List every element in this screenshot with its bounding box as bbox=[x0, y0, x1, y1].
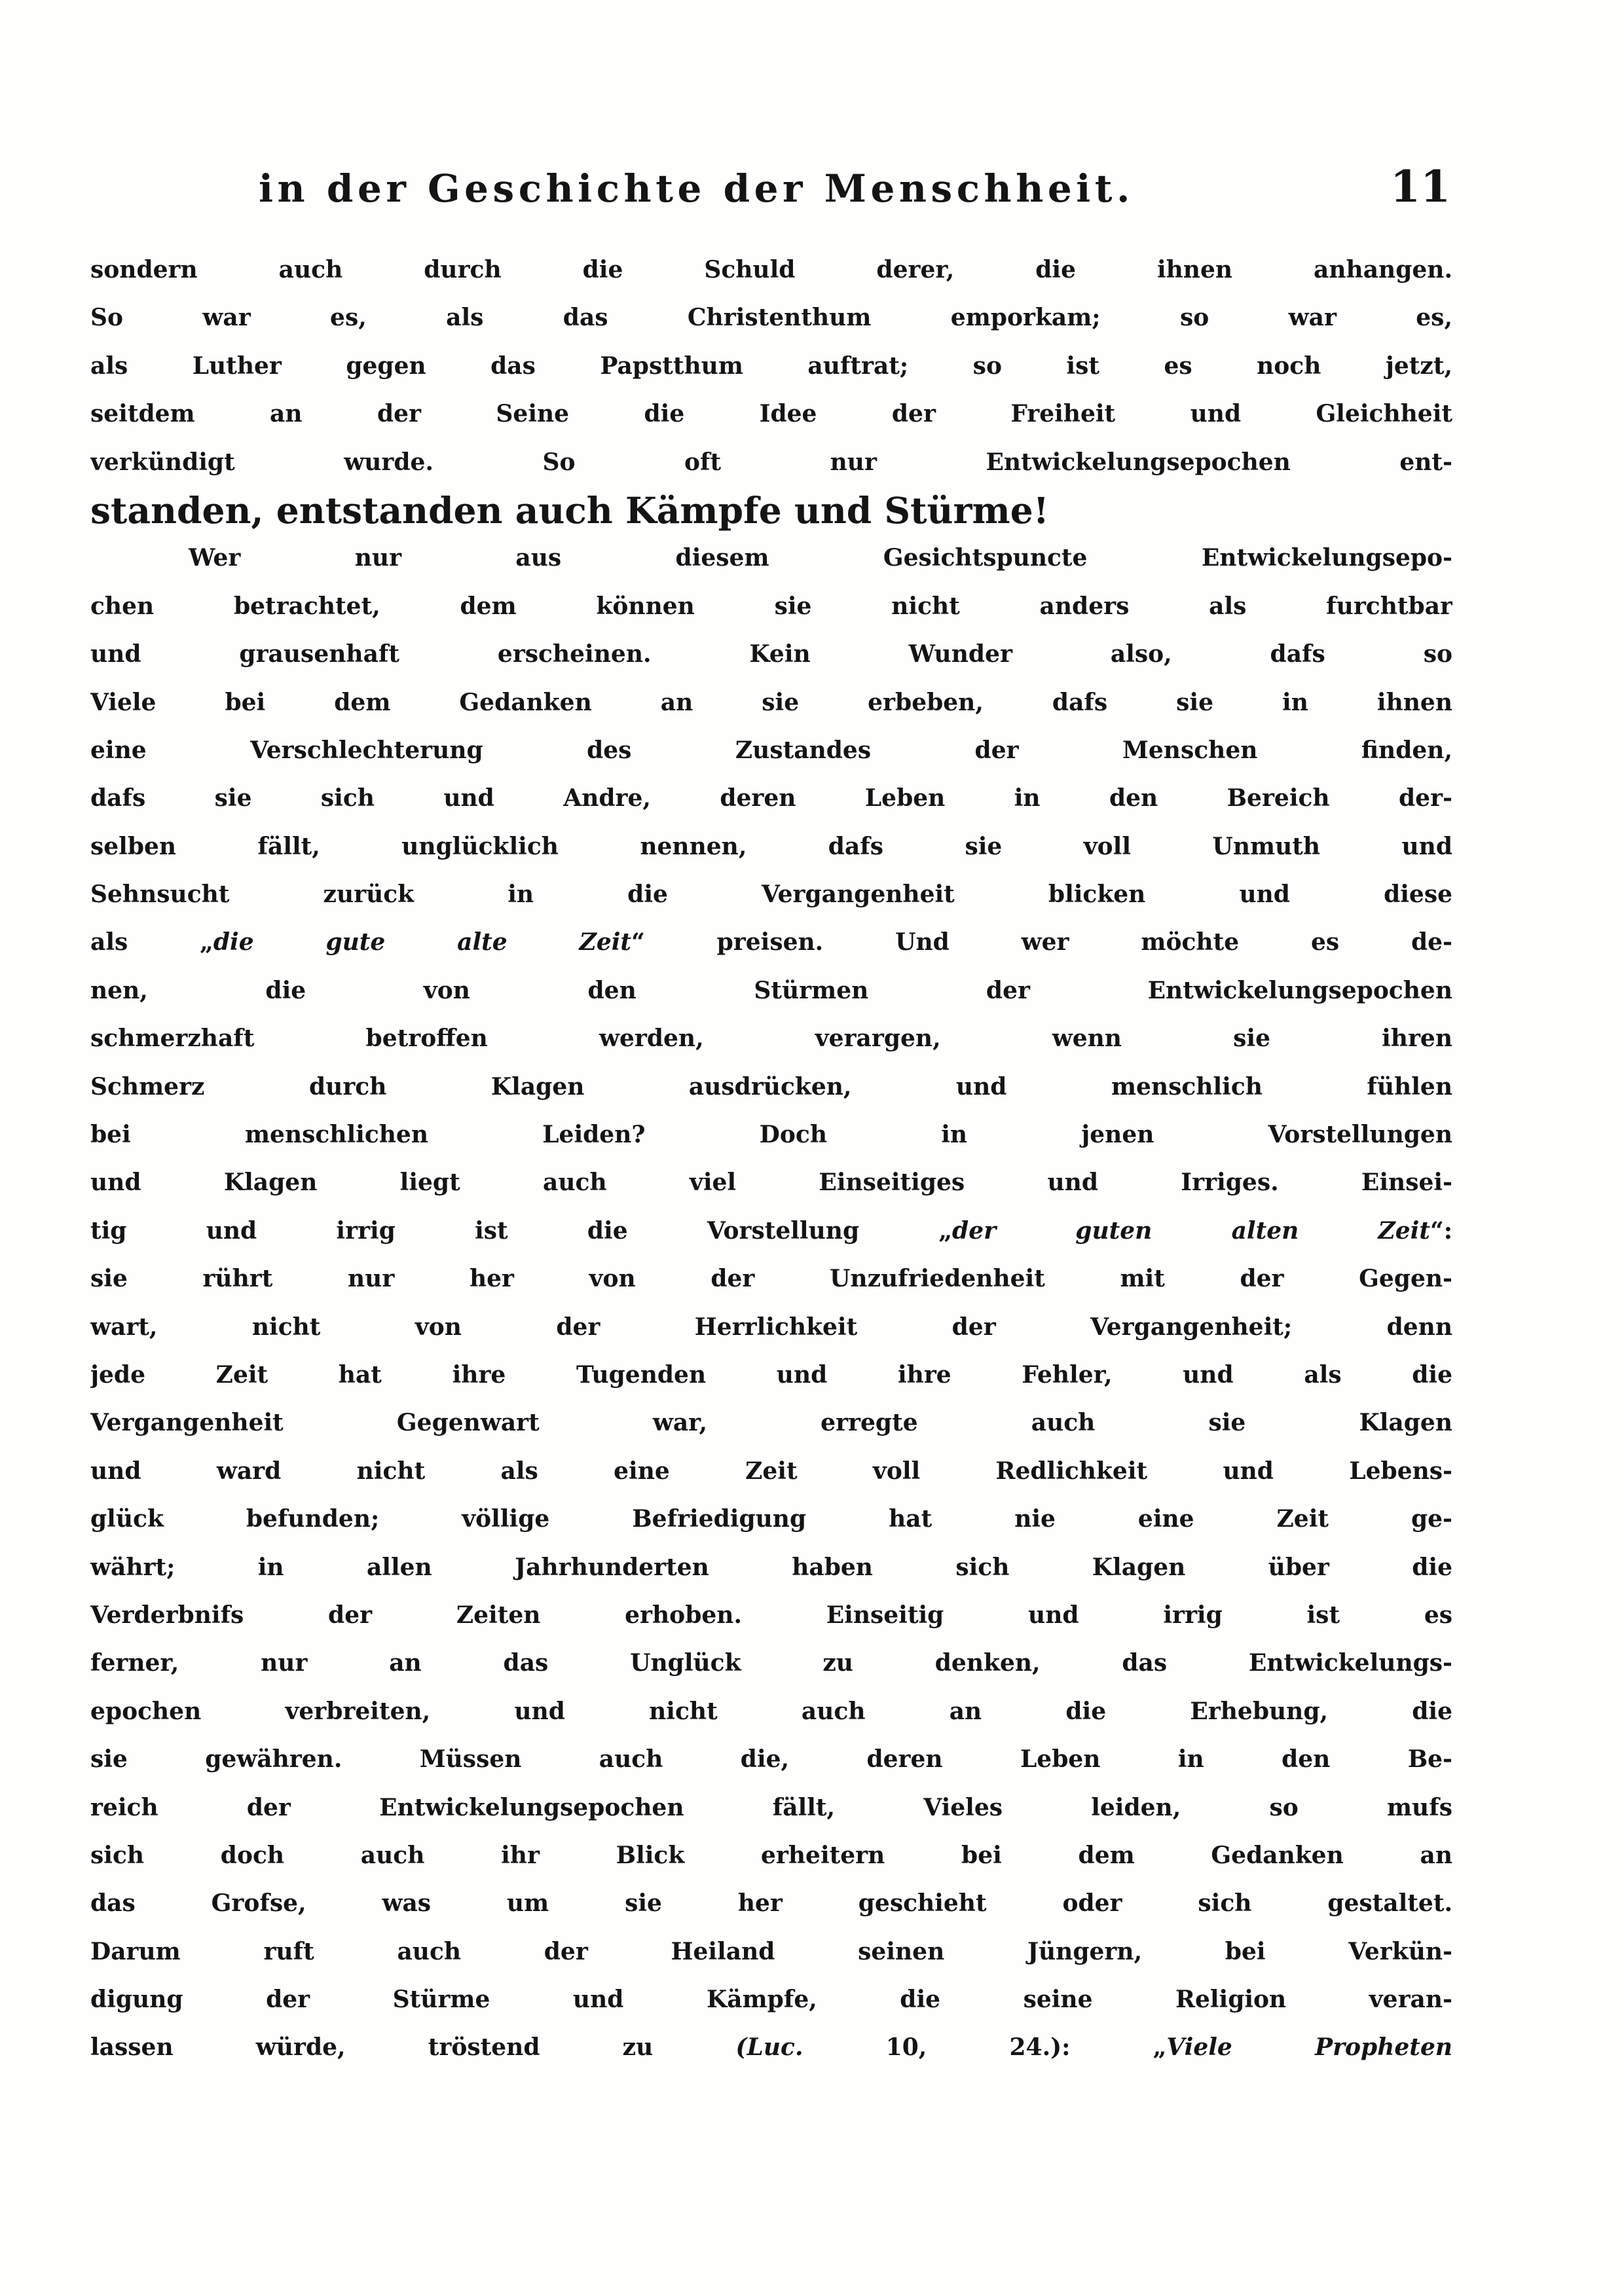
text-line: sondern auch durch die Schuld derer, die ihnen anhangen. bbox=[90, 256, 1452, 283]
text-line: digung der Stürme und Kämpfe, die seine Religion veran- bbox=[90, 1986, 1452, 2014]
text-line: dafs sie sich und Andre, deren Leben in den Bereich der- bbox=[90, 784, 1452, 812]
text-line: und Klagen liegt auch viel Einseitiges und Irriges. Einsei- bbox=[90, 1169, 1452, 1197]
text-line: chen betrachtet, dem können sie nicht anders als furchtbar bbox=[90, 592, 1452, 620]
text-line: epochen verbreiten, und nicht auch an die Erhebung, die bbox=[90, 1697, 1452, 1725]
text-line: eine Verschlechterung des Zustandes der Menschen finden, bbox=[90, 736, 1452, 764]
text-line: seitdem an der Seine die Idee der Freiheit und Gleichheit bbox=[90, 400, 1452, 428]
text-line: wart, nicht von der Herrlichkeit der Vergangenheit; denn bbox=[90, 1313, 1452, 1341]
text-line-with-emphasis: als „die gute alte Zeit“ preisen. Und wer möchte es de- bbox=[90, 928, 1452, 957]
text-line-with-emphasis: tig und irrig ist die Vorstellung „der guten alten Zeit“: bbox=[90, 1216, 1452, 1245]
text-line: glück befunden; völlige Befriedigung hat nie eine Zeit ge- bbox=[90, 1505, 1452, 1533]
text-line: standen, entstanden auch Kämpfe und Stürme! bbox=[90, 488, 1049, 532]
text-line: Schmerz durch Klagen ausdrücken, und menschlich fühlen bbox=[90, 1072, 1452, 1101]
text-line: nen, die von den Stürmen der Entwickelungsepochen bbox=[90, 976, 1452, 1004]
text-line: So war es, als das Christenthum emporkam; so war es, bbox=[90, 304, 1452, 332]
text-line: Viele bei dem Gedanken an sie erbeben, dafs sie in ihnen bbox=[90, 688, 1452, 716]
text-line: sie rührt nur her von der Unzufriedenheit mit der Gegen- bbox=[90, 1265, 1452, 1293]
emphasis-text: der guten alten Zeit bbox=[952, 1216, 1430, 1245]
text-line: jede Zeit hat ihre Tugenden und ihre Fehler, und als die bbox=[90, 1360, 1452, 1389]
text-line: ferner, nur an das Unglück zu denken, das Entwickelungs- bbox=[90, 1649, 1452, 1677]
text-line: und ward nicht als eine Zeit voll Redlichkeit und Lebens- bbox=[90, 1457, 1452, 1485]
text-line: reich der Entwickelungsepochen fällt, Vieles leiden, so mufs bbox=[90, 1793, 1452, 1821]
page-number: 11 bbox=[1390, 161, 1450, 212]
text-line-paragraph-start: Wer nur aus diesem Gesichtspuncte Entwickelungsepo- bbox=[189, 544, 1452, 572]
text-line: selben fällt, unglücklich nennen, dafs sie voll Unmuth und bbox=[90, 832, 1452, 860]
emphasis-text: Viele Propheten bbox=[1166, 2033, 1452, 2062]
text-line: Vergangenheit Gegenwart war, erregte auch sie Klagen bbox=[90, 1409, 1452, 1437]
text-line: sie gewähren. Müssen auch die, deren Leben in den Be- bbox=[90, 1745, 1452, 1774]
running-head bbox=[259, 155, 1470, 227]
text-line: und grausenhaft erscheinen. Kein Wunder also, dafs so bbox=[90, 640, 1452, 668]
running-title: in der Geschichte der Menschheit. bbox=[259, 166, 1134, 211]
text-line: bei menschlichen Leiden? Doch in jenen Vorstellungen bbox=[90, 1121, 1452, 1149]
text-line: verkündigt wurde. So oft nur Entwickelungsepochen ent- bbox=[90, 448, 1452, 476]
emphasis-text: die gute alte Zeit bbox=[213, 928, 632, 957]
text-line: als Luther gegen das Papstthum auftrat; so ist es noch jetzt, bbox=[90, 352, 1452, 380]
text-line: Verderbnifs der Zeiten erhoben. Einseitig und irrig ist es bbox=[90, 1601, 1452, 1629]
text-line: Darum ruft auch der Heiland seinen Jüngern, bei Verkün- bbox=[90, 1937, 1452, 1965]
text-line: das Grofse, was um sie her geschieht oder sich gestaltet. bbox=[90, 1889, 1452, 1918]
text-line: Sehnsucht zurück in die Vergangenheit blicken und diese bbox=[90, 881, 1452, 909]
text-line: währt; in allen Jahrhunderten haben sich Klagen über die bbox=[90, 1553, 1452, 1581]
text-line-with-emphasis: lassen würde, tröstend zu (Luc. 10, 24.): „Viele Propheten bbox=[90, 2033, 1452, 2062]
text-line: sich doch auch ihr Blick erheitern bei dem Gedanken an bbox=[90, 1841, 1452, 1869]
text-line: schmerzhaft betroffen werden, verargen, wenn sie ihren bbox=[90, 1025, 1452, 1053]
body-text bbox=[90, 246, 1452, 2072]
citation-text: (Luc. bbox=[735, 2033, 803, 2062]
